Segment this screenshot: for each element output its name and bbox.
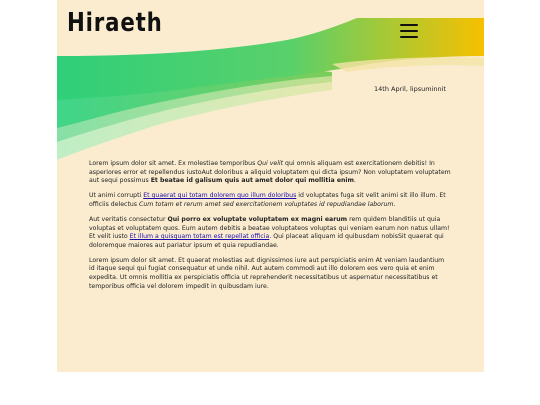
inline-link[interactable]: Et quaerat qui totam dolorem quo illum doloribus xyxy=(143,192,297,200)
body-text: . Qui placeat aliquam id quibusdam nobisSit quaerat qui doloremque maiores aut pariatur ipsum et quia repudiandae. xyxy=(89,233,444,249)
post-date: 14th April, lipsuminnit xyxy=(374,85,446,93)
emphasis-text: Qui velit xyxy=(257,160,284,167)
menu-bar-bottom xyxy=(400,36,418,38)
emphasis-text: Cum totam et rerum amet sed exercitationem voluptates id repudiandae laborum xyxy=(139,200,394,208)
inline-link[interactable]: Et illum a quisquam totam est repellat officia xyxy=(129,233,270,241)
article-paragraph xyxy=(89,192,451,209)
article-paragraph xyxy=(89,257,451,291)
menu-bar-middle xyxy=(400,30,418,32)
page-container xyxy=(57,0,484,372)
body-text: Lorem ipsum dolor sit amet. Et quaerat molestias aut dignissimos iure aut perspiciatis enim At veniam laudantium id itaque sequi qui fugiat consequatur et unde nihil. Aut autem commodi aut illo dolorem eos vero quia et enim expedita. Ut omnis mollitia ex perspiciatis officia ut reprehenderit necessitatibus ut aspernatur necessitatibus et temporibus officia vel dolorem impedit in quibusdam iure. xyxy=(89,256,445,290)
body-text: . xyxy=(354,177,356,185)
hamburger-menu-button[interactable] xyxy=(397,22,423,42)
menu-bar-top xyxy=(400,24,418,26)
bold-text: Qui porro ex voluptate voluptatem ex magni earum xyxy=(167,215,348,223)
article-paragraph xyxy=(89,216,451,250)
site-logo[interactable]: Hiraeth xyxy=(67,8,163,38)
body-text: Aut veritatis consectetur xyxy=(89,215,168,223)
body-text: . xyxy=(393,200,396,208)
body-text: rem quidem blanditiis ut quia voluptas et voluptatem quos. Eum autem debitis a beatae voluptateos voluptas qui veniam earum non natus ullam! Et velit iusto xyxy=(89,215,450,241)
body-text: Lorem ipsum dolor sit amet. Ex molestiae temporibus xyxy=(89,160,258,167)
article-body xyxy=(89,160,451,298)
bold-text: Et beatae id galisum quis aut amet dolor qui mollitia enim xyxy=(150,177,354,185)
body-text: id voluptates fuga sit velit animi sit illo illum. Et officiis delectus xyxy=(89,192,446,208)
body-text: Ut animi corrupti xyxy=(89,192,144,200)
article-paragraph xyxy=(89,160,451,186)
body-text: qui omnis aliquam est exercitationem debitis! In asperiores error et repellendus iustoAut doloribus a aliquid voluptatem qui dicta ipsum? Non voluptatem voluptatem aut sequi possimus xyxy=(89,160,451,185)
